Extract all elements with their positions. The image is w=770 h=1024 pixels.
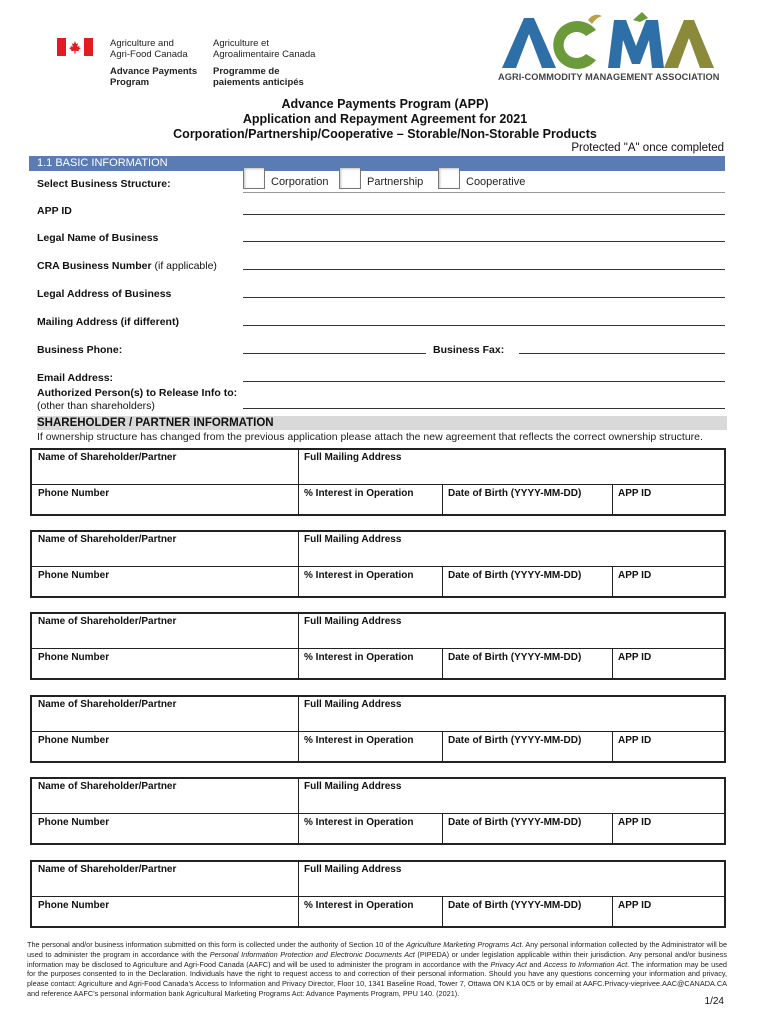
business-fax-label: Business Fax: [433, 344, 505, 356]
shareholder-address-label[interactable]: Full Mailing Address [304, 616, 402, 627]
shareholder-dob-label[interactable]: Date of Birth (YYYY-MM-DD) [448, 570, 582, 581]
shareholder-col-divider [612, 566, 613, 596]
shareholder-dob-label[interactable]: Date of Birth (YYYY-MM-DD) [448, 488, 582, 499]
form-title-line1: Advance Payments Program (APP) [281, 97, 489, 111]
shareholder-col-divider [612, 731, 613, 761]
shareholder-block [30, 860, 726, 928]
shareholder-col-divider [298, 532, 299, 596]
shareholder-phone-label[interactable]: Phone Number [38, 652, 110, 663]
mailing-address-input[interactable] [243, 325, 725, 326]
app-id-input[interactable] [243, 214, 725, 215]
shareholder-name-label[interactable]: Name of Shareholder/Partner [38, 452, 177, 463]
shareholder-interest-label[interactable]: % Interest in Operation [304, 900, 414, 911]
aafc-en-line1: Agriculture and [110, 38, 174, 49]
shareholder-row-divider [32, 896, 724, 897]
option-partnership[interactable] [339, 167, 423, 189]
app-fr-line2: paiements anticipés [213, 77, 304, 88]
shareholder-col-divider [298, 697, 299, 761]
shareholder-note: If ownership structure has changed from the previous application please attach the new agreement that reflects the correct ownership structure. [37, 431, 703, 443]
page-number: 1/24 [704, 996, 724, 1007]
shareholder-phone-label[interactable]: Phone Number [38, 817, 110, 828]
shareholder-name-label[interactable]: Name of Shareholder/Partner [38, 781, 177, 792]
shareholder-phone-label[interactable]: Phone Number [38, 900, 110, 911]
shareholder-dob-label[interactable]: Date of Birth (YYYY-MM-DD) [448, 900, 582, 911]
privacy-act2: Personal Information Protection and Electronic Documents Act [209, 949, 415, 959]
shareholder-appid-label[interactable]: APP ID [618, 488, 652, 499]
shareholder-row-divider [32, 813, 724, 814]
shareholder-phone-label[interactable]: Phone Number [38, 570, 110, 581]
acma-logo-subtitle: AGRI-COMMODITY MANAGEMENT ASSOCIATION [498, 72, 720, 82]
shareholder-interest-label[interactable]: % Interest in Operation [304, 488, 414, 499]
shareholder-block [30, 695, 726, 763]
shareholder-phone-label[interactable]: Phone Number [38, 488, 110, 499]
shareholder-block [30, 612, 726, 680]
business-phone-input[interactable] [243, 353, 426, 354]
shareholder-phone-label[interactable]: Phone Number [38, 735, 110, 746]
shareholder-appid-label[interactable]: APP ID [618, 735, 652, 746]
shareholder-appid-label[interactable]: APP ID [618, 570, 652, 581]
shareholder-col-divider [442, 731, 443, 761]
shareholder-interest-label[interactable]: % Interest in Operation [304, 817, 414, 828]
privacy-text-d: and [526, 959, 544, 969]
shareholder-address-label[interactable]: Full Mailing Address [304, 699, 402, 710]
cra-number-label [37, 260, 217, 272]
privacy-text-b: . Any personal information collected by the Administrator will be used to administer the program in accordance with the [27, 940, 727, 959]
privacy-notice [27, 940, 727, 999]
business-fax-input[interactable] [519, 353, 725, 354]
business-structure-label: Select Business Structure: [37, 178, 171, 190]
option-corporation[interactable] [243, 167, 328, 189]
legal-name-label: Legal Name of Business [37, 232, 159, 244]
privacy-text-a: The personal and/or business information submitted on this form is collected under the authority of Section 10 of the [27, 940, 407, 949]
shareholder-interest-label[interactable]: % Interest in Operation [304, 652, 414, 663]
shareholder-col-divider [298, 779, 299, 843]
form-title-line3: Corporation/Partnership/Cooperative – Storable/Non-Storable Products [173, 127, 597, 141]
shareholder-col-divider [442, 648, 443, 678]
shareholder-block [30, 530, 726, 598]
shareholder-row-divider [32, 566, 724, 567]
shareholder-name-label[interactable]: Name of Shareholder/Partner [38, 699, 177, 710]
privacy-text-c: (PIPEDA) or under legislation applicable within their jurisdiction. Any personal and/or business information may be disclosed to Agriculture and Agri-Food Canada (AAFC) and will be used to administer the program in accordance with the [27, 949, 727, 969]
shareholder-address-label[interactable]: Full Mailing Address [304, 864, 402, 875]
cooperative-checkbox[interactable] [438, 167, 460, 189]
shareholder-col-divider [612, 484, 613, 514]
app-fr-line1: Programme de [213, 66, 280, 77]
cra-number-suffix: (if applicable) [154, 260, 217, 272]
cra-number-input[interactable] [243, 269, 725, 270]
section-shareholder-information: SHAREHOLDER / PARTNER INFORMATION [37, 416, 727, 430]
shareholder-col-divider [612, 813, 613, 843]
partnership-checkbox[interactable] [339, 167, 361, 189]
canada-flag-icon [57, 38, 93, 56]
app-program-en [110, 66, 197, 88]
shareholder-col-divider [612, 896, 613, 926]
business-phone-label: Business Phone: [37, 344, 123, 356]
authorized-input[interactable] [243, 408, 725, 409]
shareholder-interest-label[interactable]: % Interest in Operation [304, 570, 414, 581]
shareholder-block [30, 448, 726, 516]
protected-notice: Protected "A" once completed [571, 142, 724, 154]
email-input[interactable] [243, 381, 725, 382]
shareholder-appid-label[interactable]: APP ID [618, 652, 652, 663]
shareholder-col-divider [442, 896, 443, 926]
app-program-fr [213, 66, 304, 88]
partnership-label: Partnership [367, 176, 424, 188]
shareholder-col-divider [442, 484, 443, 514]
shareholder-name-label[interactable]: Name of Shareholder/Partner [38, 616, 177, 627]
shareholder-name-label[interactable]: Name of Shareholder/Partner [38, 534, 177, 545]
cra-number-text: CRA Business Number [37, 260, 152, 272]
email-label: Email Address: [37, 372, 114, 384]
shareholder-row-divider [32, 484, 724, 485]
corporation-label: Corporation [271, 176, 329, 188]
aafc-fr-line2: Agroalimentaire Canada [213, 49, 316, 60]
privacy-text-e: . The information may be used for the purposes consented to in the Declaration. Individuals have the right to request access to and correction of their personal information. Should you have any questions concerning your information and privacy, please contact: Agriculture and Agri-Food Canada’s Access to Information and Privacy Director, Floor 10, 1341 Baseline Road, Tower 7, Ottawa ON K1A 0C5 or by email at AAFC.Privacy-vieprivee.AAC@CANADA.CA and reference AAFC’s personal information bank Agricultural Marketing Programs Act: Advance Payments Program, PPU 140. (2021). [27, 959, 727, 998]
legal-address-input[interactable] [243, 297, 725, 298]
shareholder-interest-label[interactable]: % Interest in Operation [304, 735, 414, 746]
shareholder-col-divider [298, 862, 299, 926]
authorized-label: Authorized Person(s) to Release Info to: [37, 387, 238, 399]
shareholder-dob-label[interactable]: Date of Birth (YYYY-MM-DD) [448, 735, 582, 746]
shareholder-col-divider [298, 614, 299, 678]
shareholder-block [30, 777, 726, 845]
aafc-fr-line1: Agriculture et [213, 38, 269, 49]
shareholder-address-label[interactable]: Full Mailing Address [304, 781, 402, 792]
shareholder-address-label[interactable]: Full Mailing Address [304, 534, 402, 545]
shareholder-dob-label[interactable]: Date of Birth (YYYY-MM-DD) [448, 817, 582, 828]
shareholder-col-divider [612, 648, 613, 678]
authorized-note: (other than shareholders) [37, 400, 155, 412]
legal-address-label: Legal Address of Business [37, 288, 172, 300]
app-en-line1: Advance Payments [110, 66, 198, 77]
form-title-line2: Application and Repayment Agreement for 2021 [242, 112, 528, 126]
shareholder-col-divider [442, 813, 443, 843]
aafc-en-line2: Agri-Food Canada [110, 49, 188, 60]
privacy-act1: Agriculture Marketing Programs Act [406, 940, 522, 949]
aafc-name-fr [213, 38, 315, 60]
shareholder-row-divider [32, 731, 724, 732]
section-basic-information: 1.1 BASIC INFORMATION [29, 156, 725, 171]
shareholder-appid-label[interactable]: APP ID [618, 900, 652, 911]
shareholder-dob-label[interactable]: Date of Birth (YYYY-MM-DD) [448, 652, 582, 663]
app-en-line2: Program [110, 77, 150, 88]
shareholder-col-divider [298, 450, 299, 514]
shareholder-appid-label[interactable]: APP ID [618, 817, 652, 828]
aafc-name-en [110, 38, 188, 60]
cooperative-label: Cooperative [466, 176, 526, 188]
legal-name-input[interactable] [243, 241, 725, 242]
privacy-act3: Privacy Act [490, 959, 527, 969]
shareholder-address-label[interactable]: Full Mailing Address [304, 452, 402, 463]
app-id-label: APP ID [37, 205, 72, 217]
shareholder-row-divider [32, 648, 724, 649]
shareholder-name-label[interactable]: Name of Shareholder/Partner [38, 864, 177, 875]
business-structure-underline [243, 192, 725, 193]
privacy-act4: Access to Information Act [543, 959, 628, 969]
option-cooperative[interactable] [438, 167, 525, 189]
corporation-checkbox[interactable] [243, 167, 265, 189]
shareholder-col-divider [442, 566, 443, 596]
mailing-address-label: Mailing Address (if different) [37, 316, 179, 328]
